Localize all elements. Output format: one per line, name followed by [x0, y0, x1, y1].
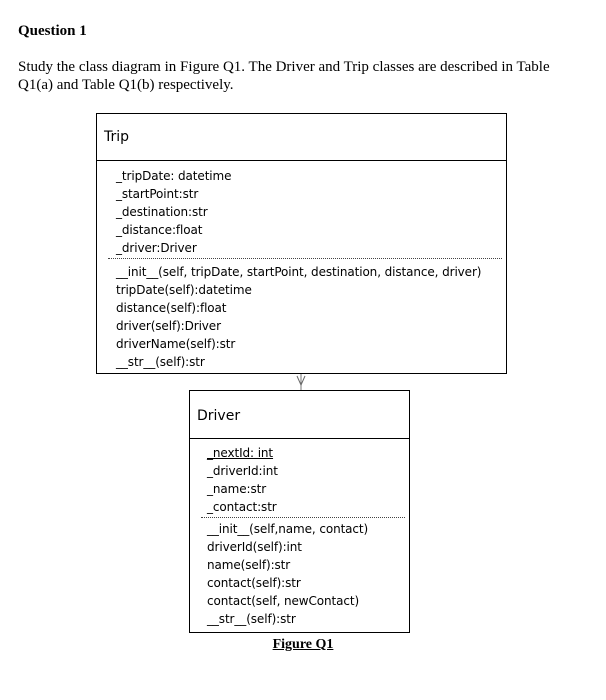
driver-method: name(self):str [207, 558, 291, 572]
driver-attribute: _contact:str [207, 500, 277, 514]
driver-method: contact(self):str [207, 576, 301, 590]
driver-class-name: Driver [197, 408, 241, 424]
driver-class-box [189, 390, 410, 633]
question-intro-line-1: Study the class diagram in Figure Q1. The Driver and Trip classes are described in Table [18, 59, 550, 75]
driver-method: driverId(self):int [207, 540, 302, 554]
trip-method: tripDate(self):datetime [116, 283, 252, 297]
trip-method: driver(self):Driver [116, 319, 221, 333]
trip-method: __init__(self, tripDate, startPoint, destination, distance, driver) [116, 265, 482, 279]
question-title: Question 1 [18, 23, 87, 39]
trip-class-name: Trip [104, 129, 130, 145]
trip-method: distance(self):float [116, 301, 227, 315]
question-intro-line-2: Q1(a) and Table Q1(b) respectively. [18, 77, 234, 93]
driver-attribute: _driverId:int [207, 464, 278, 478]
trip-attribute: _driver:Driver [116, 241, 197, 255]
trip-attribute: _distance:float [116, 223, 203, 237]
driver-method: __str__(self):str [207, 612, 296, 626]
driver-attributes-methods-divider [201, 517, 405, 518]
trip-method: __str__(self):str [116, 355, 205, 369]
driver-static-attribute: _nextId: int [207, 446, 274, 460]
trip-attribute: _tripDate: datetime [116, 169, 232, 183]
driver-method: contact(self, newContact) [207, 594, 360, 608]
driver-attribute: _name:str [207, 482, 267, 496]
driver-name-divider [190, 438, 409, 439]
driver-method: __init__(self,name, contact) [207, 522, 369, 536]
figure-caption [0, 636, 606, 653]
figure-caption-text: Figure Q1 [272, 637, 334, 652]
trip-method: driverName(self):str [116, 337, 236, 351]
trip-attribute: _destination:str [116, 205, 208, 219]
trip-attribute: _startPoint:str [116, 187, 199, 201]
